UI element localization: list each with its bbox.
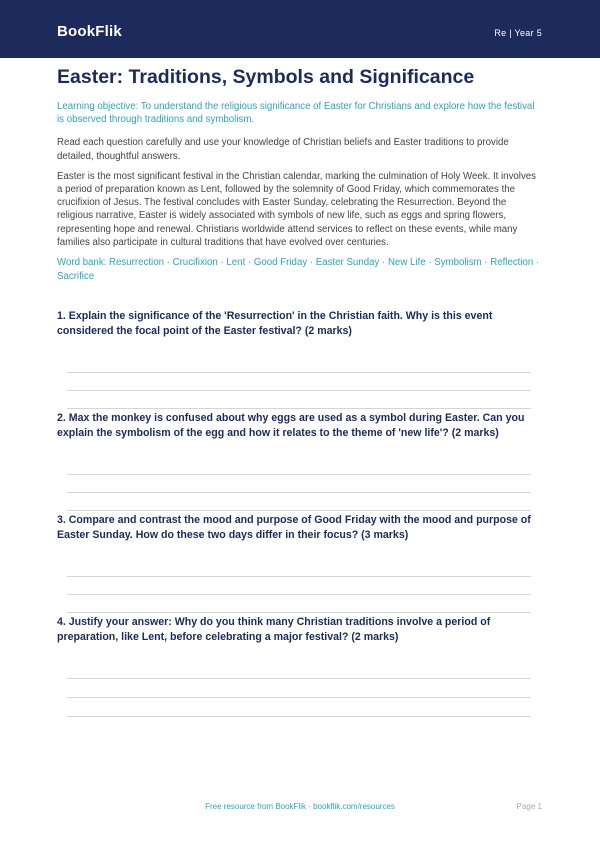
answer-line[interactable] xyxy=(67,716,531,717)
subject-year-label: Re | Year 5 xyxy=(494,28,542,38)
answer-line[interactable] xyxy=(67,510,531,511)
brand-logo: BookFlik xyxy=(57,23,122,40)
worksheet-intro xyxy=(57,66,543,284)
answer-line[interactable] xyxy=(67,594,531,595)
question-text: 1. Explain the significance of the 'Resurrection' in the Christian faith. Why is this event considered the focal point of the Easter festival? (2 marks) xyxy=(57,310,493,338)
answer-line[interactable] xyxy=(67,697,531,698)
answer-line[interactable] xyxy=(67,492,531,493)
answer-line[interactable] xyxy=(67,408,531,409)
answer-line[interactable] xyxy=(67,678,531,679)
reading-passage: Easter is the most significant festival in the Christian calendar, marking the culmination of Holy Week. It involves a period of preparation known as Lent, followed by the solemnity of Good Friday, which commemorates the crucifixion of Jesus. The festival concludes with Easter Sunday, celebrating the Resurrection. Beyond the religious narrative, Easter is widely associated with symbols of new life, such as eggs and spring flowers, representing hope and renewal. Christians worldwide attend services to reflect on these events, while many families also participate in cultural traditions that have evolved over centuries. xyxy=(57,170,537,248)
question-3 xyxy=(57,513,547,544)
answer-line[interactable] xyxy=(67,390,531,391)
learning-objective: Learning objective: To understand the religious significance of Easter for Christians and explore how the festival is observed through traditions and symbolism. xyxy=(57,101,535,126)
question-2 xyxy=(57,411,547,442)
answer-line[interactable] xyxy=(67,612,531,613)
word-bank: Word bank: Resurrection · Crucifixion · Lent · Good Friday · Easter Sunday · New Life · Symbolism · Reflection · Sacrifice xyxy=(57,257,540,283)
page-number: Page 1 xyxy=(516,802,542,811)
answer-line[interactable] xyxy=(67,576,531,577)
page-title: Easter: Traditions, Symbols and Significance xyxy=(57,66,475,88)
question-text: 4. Justify your answer: Why do you think many Christian traditions involve a period of preparation, like Lent, before celebrating a major festival? (2 marks) xyxy=(57,616,491,644)
footer-credit[interactable]: Free resource from BookFlik · bookflik.com/resources xyxy=(205,802,395,811)
answer-line[interactable] xyxy=(67,372,531,373)
question-text: 3. Compare and contrast the mood and purpose of Good Friday with the mood and purpose of Easter Sunday. How do these two days differ in their focus? (3 marks) xyxy=(57,514,531,542)
question-text: 2. Max the monkey is confused about why eggs are used as a symbol during Easter. Can you explain the symbolism of the egg and how it relates to the theme of 'new life'? (2 marks) xyxy=(57,412,525,440)
instructions: Read each question carefully and use your knowledge of Christian beliefs and Easter traditions to provide detailed, thoughtful answers. xyxy=(57,137,509,162)
question-1 xyxy=(57,309,547,340)
answer-line[interactable] xyxy=(67,474,531,475)
page-header xyxy=(0,0,600,58)
question-4 xyxy=(57,615,547,646)
